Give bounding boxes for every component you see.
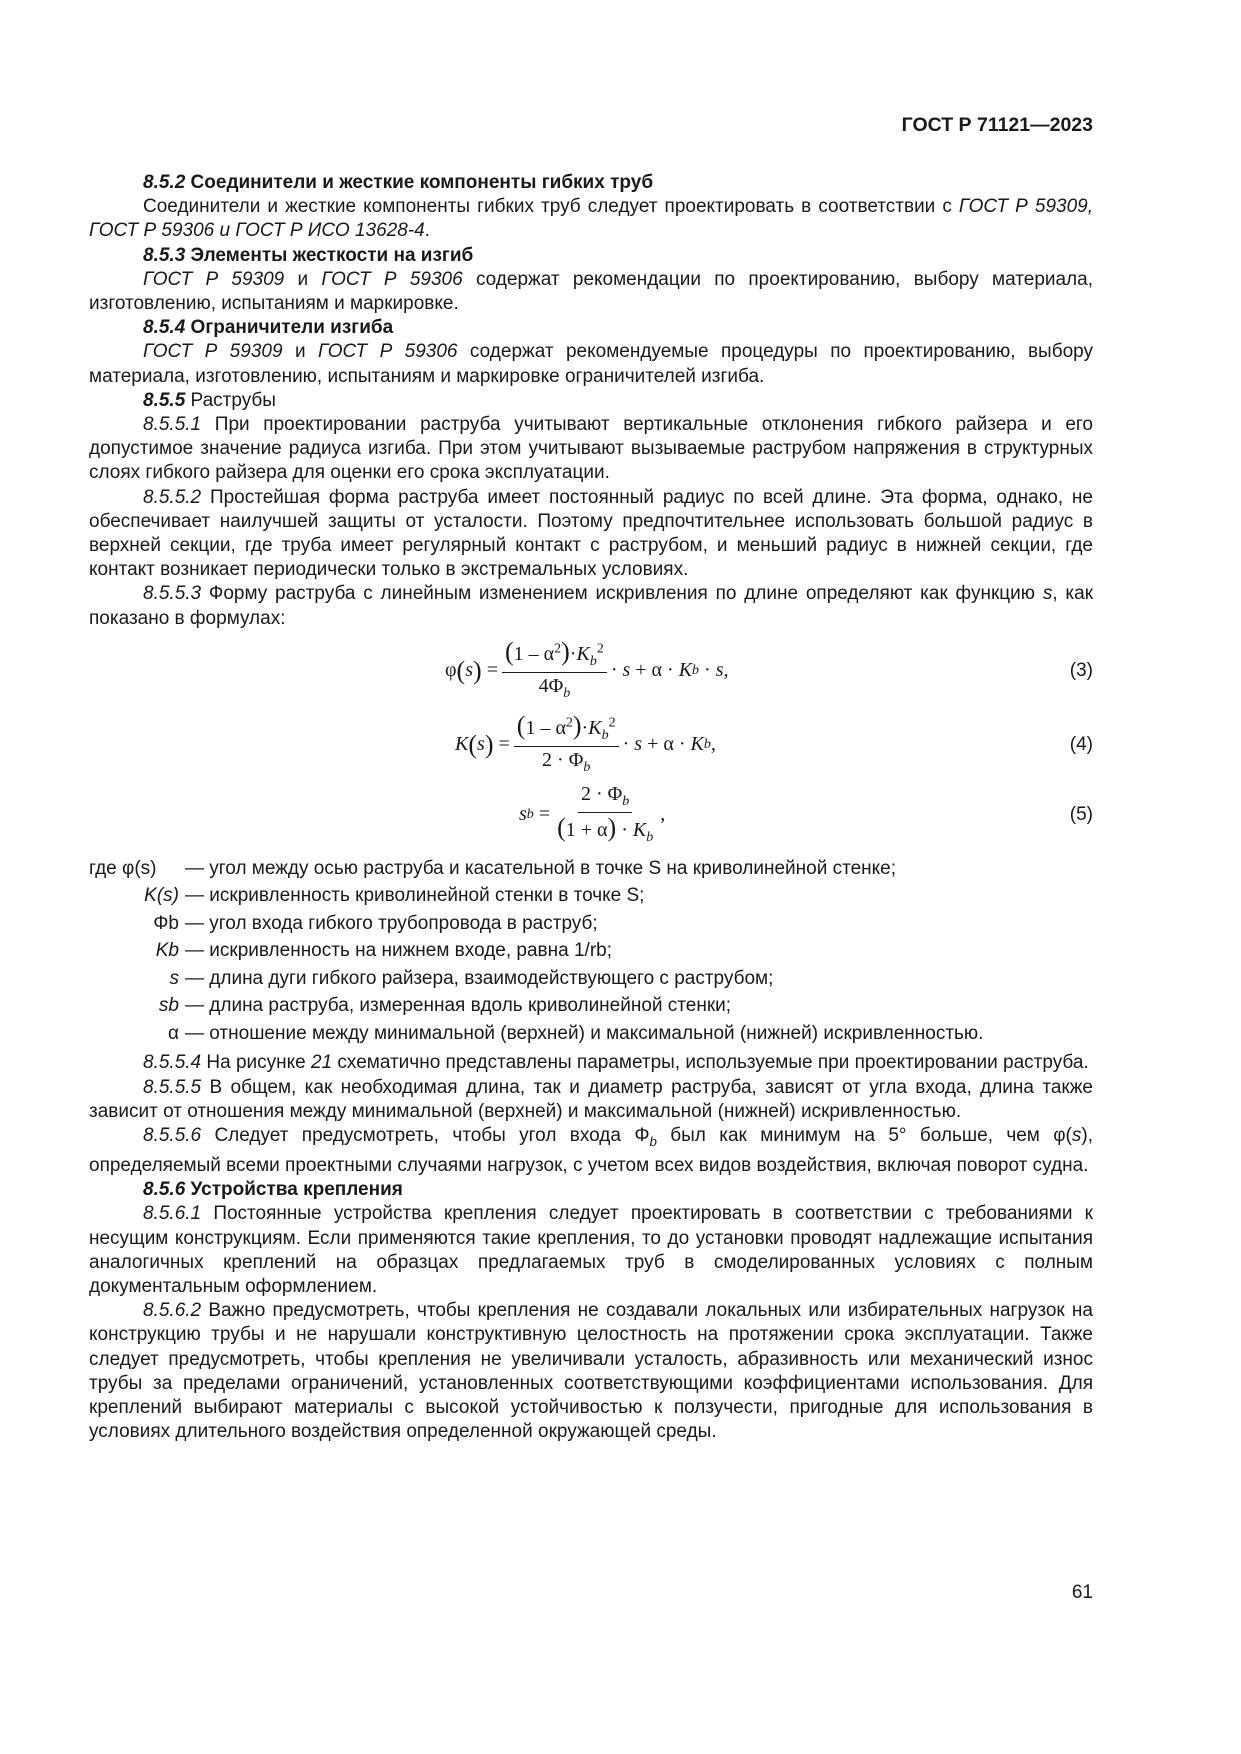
definition-symbol: Φb [153, 912, 179, 934]
definition-row [89, 992, 1093, 1020]
clause-number: 8.5.5.2 [143, 486, 202, 508]
formula-expression: s b = $\frac{2 \cdot \Phi_b}{(1 + \alpha) \cdot K_b}$ , [519, 783, 666, 846]
text-run: . [424, 220, 430, 242]
definition-text: — угол входа гибкого трубопровода в раструб; [185, 912, 598, 934]
standard-references: ГОСТ Р 59309, ГОСТ Р 59306 и ГОСТ Р ИСО 13628-4 [89, 196, 1094, 242]
paragraph-8-5-5-4 [89, 1051, 1093, 1075]
text-run: был как минимум на 5° больше, чем [656, 1124, 1054, 1146]
text-run: , определяемый всеми проектными случаями нагрузок, с учетом всех видов воздействия, включая поворот судна. [89, 1124, 1093, 1176]
section-title: Устройства крепления [190, 1179, 403, 1201]
definition-text: — длина дуги гибкого райзера, взаимодействующего с раструбом; [185, 967, 774, 989]
section-8-5-4-text [89, 340, 1093, 388]
standard-reference: ГОСТ Р 59306 [321, 268, 463, 290]
text-run: На рисунке [201, 1052, 311, 1074]
section-number: 8.5.3 [143, 244, 186, 266]
definition-text: — угол между осью раструба и касательной в точке S на криволинейной стенке; [185, 857, 897, 879]
text-run: и [284, 268, 322, 290]
text-run: Постоянные устройства крепления следует проектировать в соответствии с требованиями к несущим конструкциям. Если применяются такие крепления, то до установки проводят надлежащие испытания аналогичных креплений на образцах предлагаемых труб в смоделированных условиях с полным документальным оформлением. [89, 1203, 1093, 1297]
definition-symbol: sb [158, 995, 179, 1017]
variable-s: s [1042, 583, 1053, 605]
paragraph-8-5-5-2 [89, 486, 1093, 583]
clause-number: 8.5.6.1 [143, 1203, 202, 1225]
text-run: Простейшая форма раструба имеет постоянный радиус по всей длине. Эта форма, однако, не обеспечивает наилучшей защиты от усталости. Поэтому предпочтительнее использовать большой радиус в верхней секции, где труба имеет регулярный контакт с раструбом, и меньший радиус в нижней секции, где контакт возникает периодически только в экстремальных условиях. [89, 486, 1093, 581]
definition-row [89, 882, 1093, 910]
section-number: 8.5.4 [143, 317, 186, 339]
formula-expression: φ ( s ) = $\frac{(1 - \alpha^2)\cdot K_b^2}{4\Phi_b}$ · s + α · K b · s , [445, 637, 729, 702]
section-title: Элементы жесткости на изгиб [190, 244, 474, 266]
definition-text: — искривленность на нижнем входе, равна 1/rb; [185, 940, 613, 962]
figure-reference: 21 [311, 1052, 333, 1074]
definition-row [89, 1020, 1093, 1048]
definition-symbol: Kb [155, 940, 179, 962]
text-run: схематично представлены параметры, используемые при проектировании раструба. [332, 1052, 1089, 1074]
section-8-5-5-heading [89, 389, 1093, 413]
section-8-5-3-heading [89, 244, 1093, 268]
formula-expression: K ( s ) = $\frac{(1 - \alpha^2)\cdot K_b^2}{2 \cdot \Phi_b}$ · s + α · K b , [455, 711, 716, 776]
definition-symbol [89, 855, 185, 883]
text-run: содержат рекомендуемые процедуры по проектированию, выбору материала, изготовлению, испытаниям и маркировке ограничителей изгиба. [89, 341, 1094, 387]
paragraph-8-5-6-1 [89, 1202, 1093, 1299]
definition-text: — длина раструба, измеренная вдоль криволинейной стенки; [185, 995, 732, 1017]
clause-number: 8.5.5.3 [143, 583, 202, 605]
text-run: Следует предусмотреть, чтобы угол входа [201, 1124, 635, 1146]
standard-reference: ГОСТ Р 59309 [143, 341, 283, 363]
section-title: Соединители и жесткие компоненты гибких труб [190, 172, 654, 193]
formula-4 [89, 711, 1093, 779]
section-8-5-3-text [89, 268, 1093, 316]
text-run: Соединители и жесткие компоненты гибких труб следует проектировать в соответствии с [143, 196, 959, 218]
formula-3 [89, 637, 1093, 705]
definition-symbol: s [169, 967, 179, 989]
page-body [89, 171, 1093, 1444]
equation-number: (3) [1069, 659, 1093, 681]
section-title: Раструбы [190, 389, 276, 411]
text-run: , как показано в формулах: [89, 583, 1094, 629]
text-run: содержат рекомендации по проектированию, выбору материала, изготовлению, испытаниям и маркировке. [89, 268, 1093, 315]
paragraph-8-5-6-2 [89, 1299, 1093, 1444]
section-number: 8.5.2 [143, 172, 186, 193]
formula-5 [89, 785, 1093, 845]
paragraph-8-5-5-5 [89, 1076, 1093, 1124]
definition-text: — искривленность криволинейной стенки в точке S; [185, 885, 645, 907]
symbol-text: φ(s) [122, 857, 157, 879]
definition-row [89, 855, 1093, 883]
definition-symbol: K(s) [144, 885, 179, 907]
clause-number: 8.5.5.4 [143, 1052, 202, 1074]
page-number: 61 [1071, 1582, 1093, 1603]
text-run: Форму раструба с линейным изменением искривления по длине определяют как функцию [201, 583, 1043, 605]
equation-number: (5) [1069, 803, 1093, 825]
paragraph-8-5-5-6: 8.5.5.6 Следует предусмотреть, чтобы угол входа $\Phi_b$ был как минимум на 5° больше, чем φ(s), определяемый всеми проектными случаями нагрузок, с учетом всех видов воздействия, включая поворот судна. [89, 1124, 1093, 1176]
definition-row [89, 965, 1093, 993]
clause-number: 8.5.5.6 [143, 1124, 202, 1146]
clause-number: 8.5.5.5 [143, 1076, 202, 1098]
section-8-5-2-heading [89, 171, 1093, 195]
section-8-5-2-text [89, 195, 1093, 243]
section-8-5-4-heading [89, 316, 1093, 340]
definition-symbol: α [168, 1022, 179, 1044]
where-intro: где [89, 857, 117, 879]
text-run: и [282, 341, 318, 363]
document-code: ГОСТ Р 71121—2023 [901, 114, 1093, 136]
text-run: При проектировании раструба учитывают вертикальные отклонения гибкого райзера и его допустимое значение радиуса изгиба. При этом учитывают вызываемые раструбом напряжения в структурных слоях гибкого райзера для оценки его срока эксплуатации. [89, 414, 1093, 484]
equation-number: (4) [1069, 733, 1093, 755]
standard-reference: ГОСТ Р 59309 [143, 268, 285, 290]
text-run: В общем, как необходимая длина, так и диаметр раструба, зависят от угла входа, длина также зависит от отношения между минимальной (верхней) и максимальной (нижней) искривленностью. [89, 1076, 1093, 1122]
clause-number: 8.5.5.1 [143, 414, 202, 436]
paragraph-8-5-5-1 [89, 413, 1093, 486]
paragraph-8-5-5-3 [89, 582, 1093, 630]
section-title: Ограничители изгиба [190, 317, 394, 339]
symbol-definitions [89, 855, 1093, 1048]
definition-row [89, 937, 1093, 965]
definition-row [89, 910, 1093, 938]
section-number: 8.5.5 [143, 389, 186, 411]
standard-reference: ГОСТ Р 59306 [317, 341, 458, 363]
section-8-5-6-heading [89, 1178, 1093, 1202]
text-run: Важно предусмотреть, чтобы крепления не создавали локальных или избирательных нагрузок на конструкцию трубы и не нарушали конструктивную целостность на протяжении срока эксплуатации. Также следует предусмотреть, чтобы крепления не увеличивали усталость, абразивность или механический износ трубы за пределами ограничений, установленных соответствующими коэффициентами использования. Для креплений выбирают материалы с высокой устойчивостью к ползучести, пригодные для использования в условиях длительного воздействия определенной окружающей среды. [89, 1300, 1093, 1443]
clause-number: 8.5.6.2 [143, 1300, 202, 1322]
section-number: 8.5.6 [143, 1179, 186, 1201]
definition-text: — отношение между минимальной (верхней) и максимальной (нижней) искривленностью. [185, 1022, 984, 1044]
